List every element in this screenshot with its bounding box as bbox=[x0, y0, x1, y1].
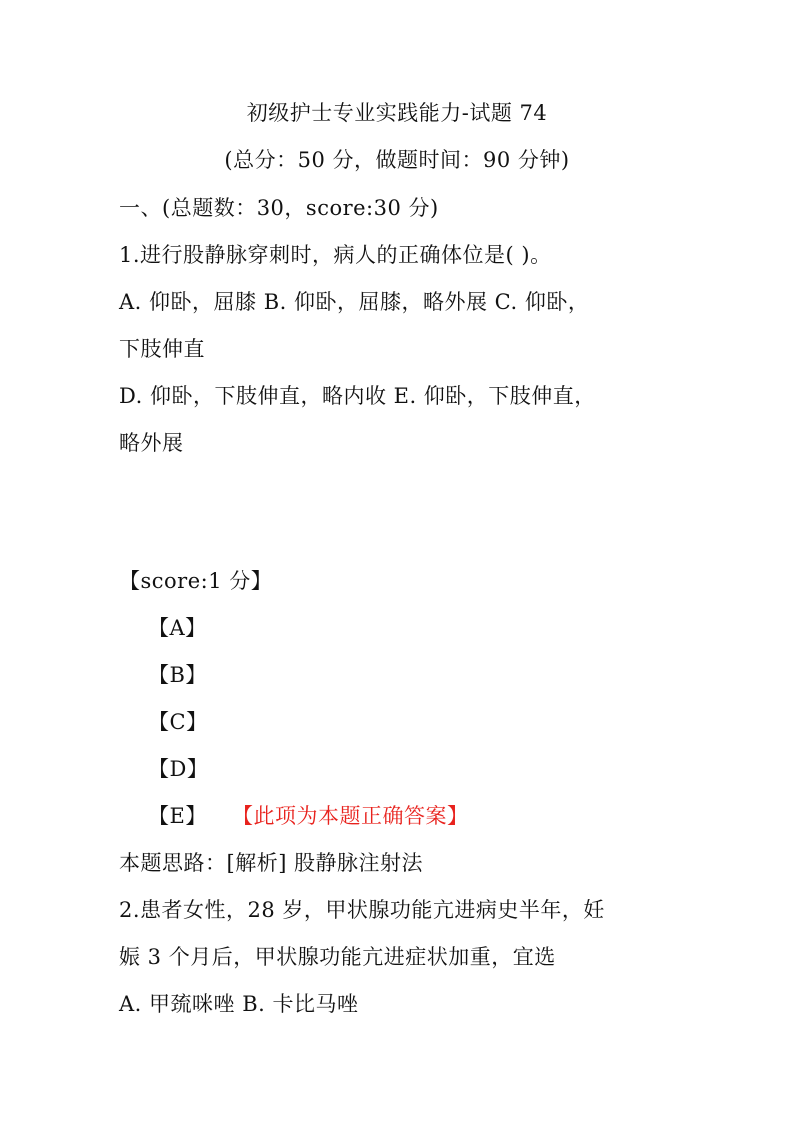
choice-b[interactable]: 【B】 bbox=[148, 663, 207, 687]
question-2-options-line: A. 甲巯咪唑 B. 卡比马唑 bbox=[119, 992, 359, 1016]
question-1-options-line: D. 仰卧，下肢伸直，略内收 E. 仰卧，下肢伸直， bbox=[119, 384, 596, 408]
question-1-options-line: A. 仰卧，屈膝 B. 仰卧，屈膝，略外展 C. 仰卧， bbox=[119, 290, 590, 314]
question-1-score: 【score:1 分】 bbox=[119, 569, 273, 593]
question-1-options-line: 下肢伸直 bbox=[119, 337, 205, 361]
section-heading: 一、(总题数：30，score:30 分) bbox=[119, 196, 439, 220]
question-2-stem: 2.患者女性，28 岁，甲状腺功能亢进病史半年，妊 bbox=[119, 898, 605, 922]
choice-a[interactable]: 【A】 bbox=[148, 616, 207, 640]
choice-d[interactable]: 【D】 bbox=[148, 757, 209, 781]
doc-title: 初级护士专业实践能力-试题 74 bbox=[246, 101, 548, 125]
correct-answer-note: 【此项为本题正确答案】 bbox=[232, 804, 469, 828]
question-1-options-line: 略外展 bbox=[119, 431, 184, 455]
doc-subtitle: (总分：50 分，做题时间：90 分钟) bbox=[224, 148, 570, 172]
question-2-stem: 娠 3 个月后，甲状腺功能亢进症状加重，宜选 bbox=[119, 945, 556, 969]
choice-c[interactable]: 【C】 bbox=[148, 710, 208, 734]
question-1-explanation: 本题思路：[解析] 股静脉注射法 bbox=[119, 851, 424, 875]
question-1-stem: 1.进行股静脉穿刺时，病人的正确体位是( )。 bbox=[119, 243, 552, 267]
choice-e[interactable]: 【E】 bbox=[148, 804, 207, 828]
